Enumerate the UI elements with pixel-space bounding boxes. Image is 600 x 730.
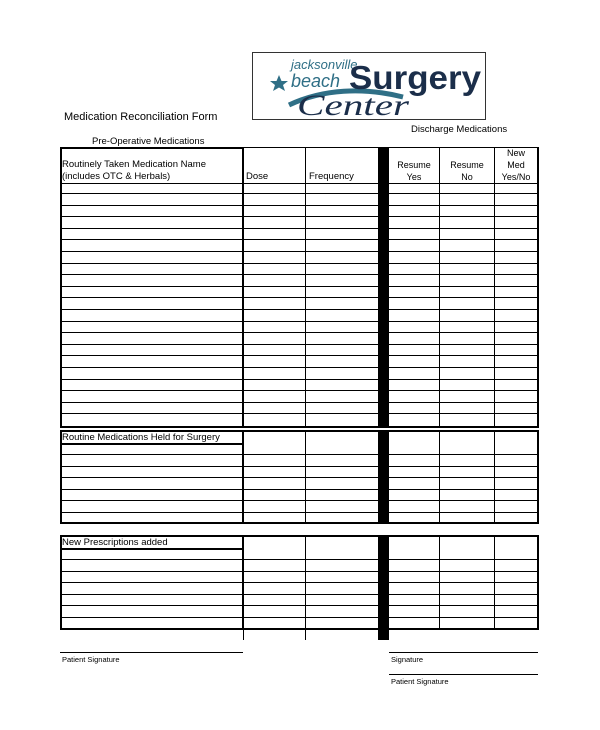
table-row-line: [60, 390, 538, 391]
logo-text-surgery: Surgery: [349, 59, 482, 96]
col-header-new-med-line1: New: [506, 148, 525, 158]
table-row-line: [60, 367, 538, 368]
table-row-line: [60, 594, 538, 595]
table-row-line: [60, 402, 538, 403]
table-right-border: [537, 535, 539, 630]
table-row-line: [60, 617, 538, 618]
resume-no-column-border: [494, 430, 495, 522]
logo-graphic: [253, 53, 485, 119]
table-row-line: [60, 251, 538, 252]
col-header-resume-no: [441, 159, 493, 183]
section-new-prescriptions-label: New Prescriptions added: [62, 537, 168, 548]
section-held-for-surgery-label: Routine Medications Held for Surgery: [62, 432, 220, 443]
name-column-border: [242, 430, 244, 524]
col-header-med-name-line1: Routinely Taken Medication Name: [62, 159, 206, 170]
dose-column-border: [305, 147, 306, 426]
table-right-border: [537, 147, 539, 428]
table-top-border-mid: [243, 147, 378, 148]
table-row-line: [60, 332, 538, 333]
section3-bottom-border: [60, 628, 538, 630]
table-top-border-right: [389, 147, 538, 148]
table-row-line: [60, 466, 538, 467]
resume-yes-column-border: [439, 147, 440, 426]
name-column-border: [242, 535, 244, 630]
preop-heading: Pre-Operative Medications: [92, 136, 205, 147]
dose-column-border: [305, 430, 306, 522]
table-row-line: [60, 512, 538, 513]
name-column-stub: [243, 628, 244, 640]
table-row-line: [60, 344, 538, 345]
table-row-line: [60, 413, 538, 414]
col-header-dose: Dose: [246, 171, 269, 182]
surgery-center-logo: [252, 52, 486, 120]
table-row-line: [60, 500, 538, 501]
table-left-border: [60, 430, 62, 524]
table-row-line: [60, 309, 538, 310]
patient-signature-line-2: [389, 674, 538, 675]
col-header-new-med-line2: Med: [507, 160, 525, 170]
logo-text-beach: beach: [291, 71, 341, 91]
table-row-line: [60, 263, 538, 264]
section2-label-underline: [60, 443, 243, 445]
col-header-resume-yes-line1: Resume: [397, 160, 431, 170]
patient-signature-line: [60, 652, 243, 653]
table-row-line: [60, 454, 538, 455]
section2-top-border: [60, 430, 538, 432]
section3-label-underline: [60, 548, 243, 550]
table-row-line: [60, 321, 538, 322]
col-header-resume-yes-line2: Yes: [406, 172, 422, 182]
signature-label: Signature: [391, 655, 424, 664]
table-row-line: [60, 239, 538, 240]
resume-no-column-border: [494, 535, 495, 628]
col-header-new-med-line3: Yes/No: [501, 172, 531, 182]
dose-column-border: [305, 535, 306, 628]
table-row-line: [60, 274, 538, 275]
table-row-line: [60, 379, 538, 380]
table-row-line: [60, 216, 538, 217]
section3-top-border: [60, 535, 538, 537]
table-row-line: [60, 193, 538, 194]
discharge-divider-bar: [378, 535, 389, 630]
table-row-line: [60, 228, 538, 229]
form-title: Medication Reconciliation Form: [64, 111, 218, 123]
star-icon: [270, 75, 288, 91]
patient-signature-label: Patient Signature: [62, 655, 120, 664]
col-header-resume-no-line2: No: [461, 172, 473, 182]
table-row-line: [60, 582, 538, 583]
table-row-line: [60, 355, 538, 356]
col-header-med-name: [62, 159, 206, 183]
table-row-line: [60, 489, 538, 490]
logo-text-center: Center: [297, 89, 410, 119]
col-header-frequency: Frequency: [309, 171, 354, 182]
table-row-line: [60, 559, 538, 560]
section2-bottom-border: [60, 522, 538, 524]
section1-bottom-border: [60, 426, 538, 428]
table-left-border: [60, 147, 62, 428]
table-top-border: [60, 147, 243, 149]
resume-no-column-border: [494, 147, 495, 426]
table-row-line: [60, 286, 538, 287]
logo-text-jacksonville: jacksonville: [291, 57, 358, 72]
signature-line: [389, 652, 538, 653]
dose-column-stub: [305, 628, 306, 640]
table-right-border: [537, 430, 539, 524]
discharge-divider-bar: [378, 430, 389, 524]
table-row-line: [60, 605, 538, 606]
table-row-line: [60, 571, 538, 572]
header-bottom-line: [60, 183, 538, 184]
table-left-border: [60, 535, 62, 630]
discharge-heading: Discharge Medications: [411, 124, 508, 135]
table-row-line: [60, 205, 538, 206]
patient-signature-label-2: Patient Signature: [391, 677, 449, 686]
name-column-border: [242, 147, 244, 428]
table-row-line: [60, 297, 538, 298]
resume-yes-column-border: [439, 535, 440, 628]
discharge-divider-stub: [378, 628, 389, 640]
col-header-resume-yes: [390, 159, 438, 183]
col-header-med-name-line2: (includes OTC & Herbals): [62, 171, 171, 182]
resume-yes-column-border: [439, 430, 440, 522]
table-row-line: [60, 477, 538, 478]
col-header-resume-no-line1: Resume: [450, 160, 484, 170]
discharge-divider-bar: [378, 147, 389, 428]
col-header-new-med: [495, 147, 537, 183]
